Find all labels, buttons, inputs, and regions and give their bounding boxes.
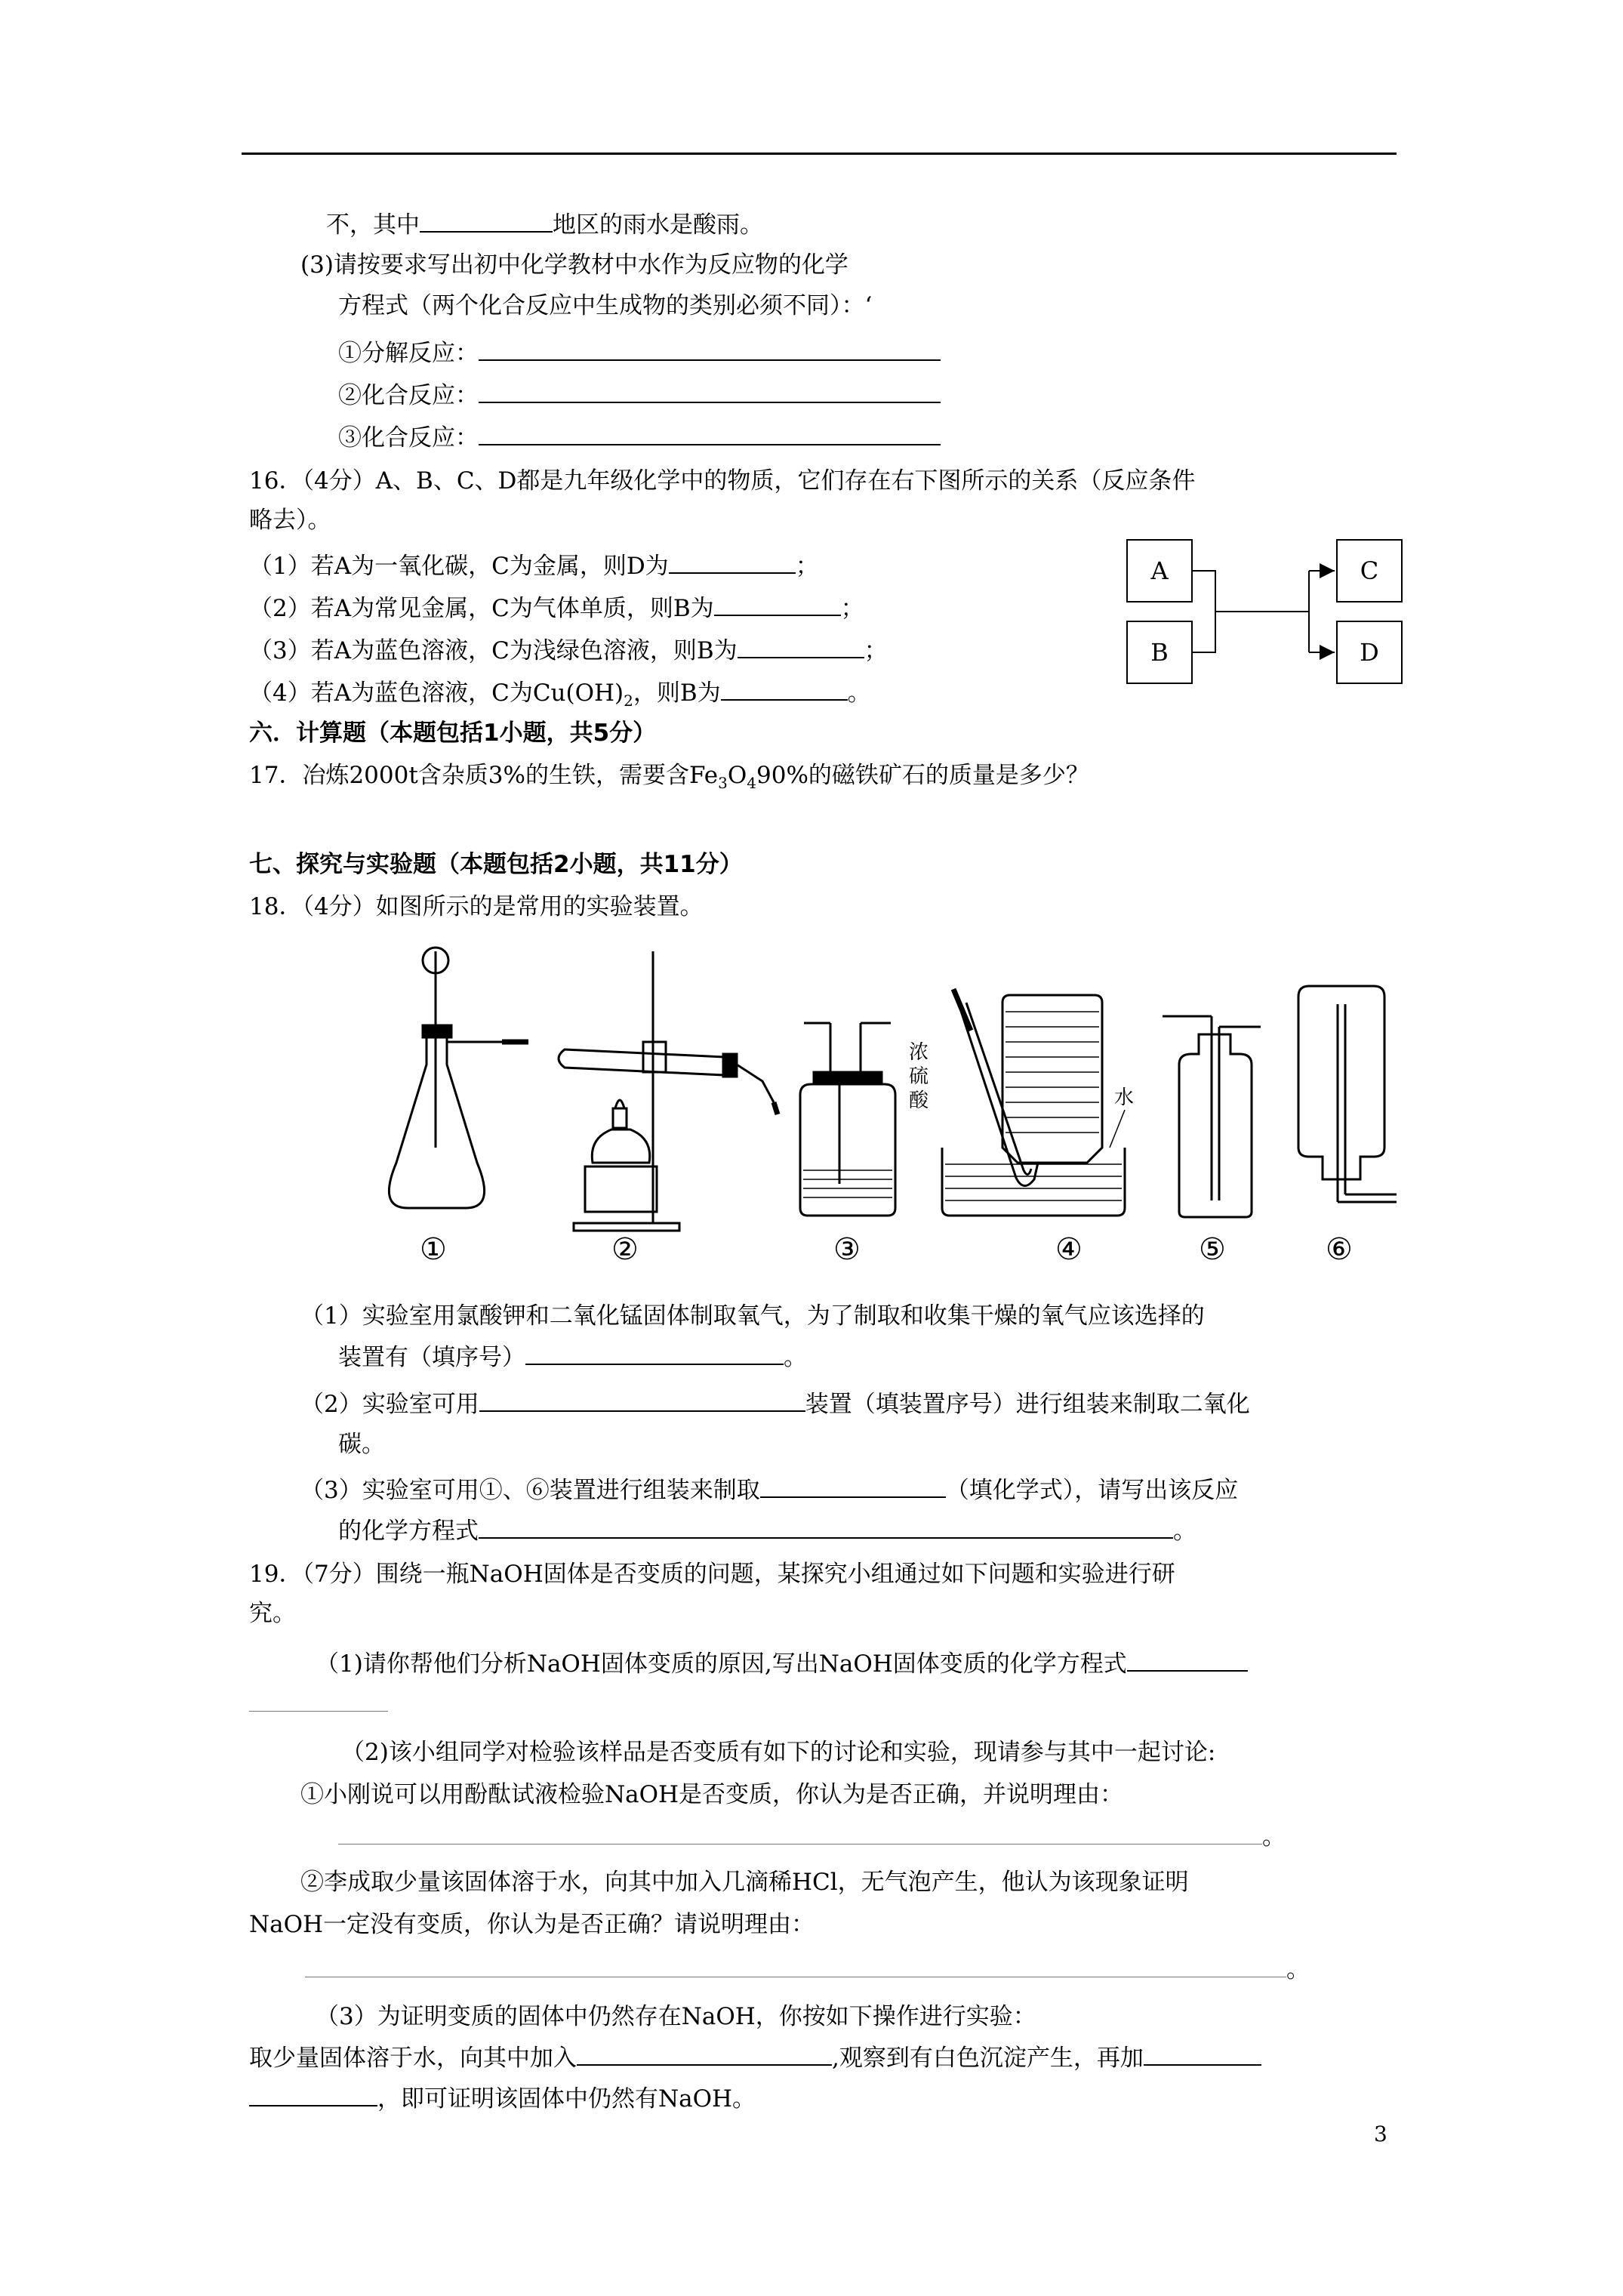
blank-q18-2[interactable] — [479, 1388, 805, 1412]
q15-item1 — [338, 337, 941, 369]
q17-text-b: O — [727, 762, 747, 789]
apparatus-4-trough — [942, 989, 1125, 1216]
blank-q18-1[interactable] — [525, 1341, 784, 1365]
apparatus-label-4: ④ — [1055, 1232, 1083, 1261]
q16-sub3-text: （3）若A为蓝色溶液，C为浅绿色溶液，则B为 — [249, 637, 738, 664]
q16-sub1-text: （1）若A为一氧化碳，C为金属，则D为 — [249, 553, 669, 580]
q17-line — [249, 760, 1089, 799]
apparatus-label-6: ⑥ — [1326, 1232, 1353, 1261]
q19-3-text-c: ，即可证明该固体中仍然有NaOH。 — [377, 2085, 756, 2113]
blank-q18-3-formula[interactable] — [760, 1474, 946, 1498]
page-number: 3 — [1374, 2122, 1387, 2147]
q19-1 — [316, 1647, 1248, 1680]
blank-q19-3c[interactable] — [249, 2082, 377, 2106]
q17-text-c: 90%的磁铁矿石的质量是多少？ — [756, 762, 1089, 789]
q19-1-cont — [249, 1688, 388, 1720]
q19-2-2-end: 。 — [1286, 1956, 1310, 1983]
q19-2-1-end: 。 — [1262, 1823, 1286, 1851]
q16-line1: 16．（4分）A、B、C、D都是九年级化学中的物质，它们存在右下图所示的关系（反应条件 — [249, 467, 1196, 495]
q18-3-line1 — [300, 1474, 1238, 1506]
blank-q19-3b[interactable] — [1144, 2042, 1261, 2066]
label-acid-2: 硫 — [909, 1065, 929, 1088]
apparatus-label-3: ③ — [833, 1232, 861, 1261]
box-b: B — [1126, 621, 1193, 684]
blank-q18-3-equation[interactable] — [479, 1515, 1173, 1539]
q15-part3-line1: (3)请按要求写出初中化学教材中水作为反应物的化学 — [300, 251, 848, 279]
q19-2-2-answer — [305, 1954, 1310, 1986]
apparatus-2-heating — [559, 951, 778, 1231]
q19-2-1: ①小刚说可以用酚酞试液检验NaOH是否变质，你认为是否正确，并说明理由： — [300, 1781, 1124, 1808]
blank-q19-3a[interactable] — [577, 2042, 832, 2066]
blank-q19-2-2[interactable] — [305, 1955, 1286, 1977]
q19-2-1-answer — [338, 1821, 1286, 1853]
q16-sub4-subscript: 2 — [624, 692, 633, 710]
apparatus-1-flask — [389, 948, 528, 1208]
q19-3-text-a: 取少量固体溶于水，向其中加入 — [249, 2045, 577, 2072]
q15-item3 — [338, 421, 941, 454]
q15-text-b: 地区的雨水是酸雨。 — [553, 211, 763, 239]
q15-text-a: 不，其中 — [326, 211, 420, 239]
box-a: A — [1126, 539, 1193, 603]
q18-1-text: 装置有（填序号） — [338, 1344, 525, 1371]
q16-sub4-text: （4）若A为蓝色溶液，C为Cu(OH) — [249, 680, 624, 707]
section6-heading: 六．计算题（本题包括1小题，共5分） — [249, 720, 657, 747]
item3-label: ③化合反应： — [338, 424, 479, 451]
apparatus-label-2: ② — [611, 1232, 639, 1261]
q18-intro: 18．（4分）如图所示的是常用的实验装置。 — [249, 893, 704, 920]
q16-sub3 — [249, 634, 888, 667]
q16-sub3-end: ； — [864, 637, 888, 664]
q18-3-text-b: （填化学式），请写出该反应 — [945, 1477, 1239, 1504]
q19-2-2-line1: ②李成取少量该固体溶于水，向其中加入几滴稀HCl，无气泡产生，他认为该现象证明 — [300, 1869, 1189, 1896]
q19-line2: 究。 — [249, 1600, 296, 1627]
blank-combination-1[interactable] — [479, 379, 941, 403]
q18-3-text: （3）实验室可用①、⑥装置进行组装来制取 — [300, 1477, 760, 1504]
blank-decomposition[interactable] — [479, 337, 941, 361]
q19-3: （3）为证明变质的固体中仍然存在NaOH，你按如下操作进行实验： — [316, 2003, 1036, 2030]
q18-1-line2 — [338, 1341, 807, 1373]
q19-1-text: （1)请你帮他们分析NaOH固体变质的原因,写出NaOH固体变质的化学方程式 — [316, 1650, 1127, 1678]
q19-3-line2 — [249, 2082, 756, 2115]
q16-sub2 — [249, 592, 864, 624]
q19-line1: 19．（7分）围绕一瓶NaOH固体是否变质的问题，某探究小组通过如下问题和实验进行研 — [249, 1561, 1175, 1588]
q17-sub2: 4 — [747, 774, 757, 793]
q18-2-text: （2）实验室可用 — [300, 1391, 479, 1418]
q16-sub4-text-b: ，则B为 — [633, 680, 721, 707]
blank-combination-2[interactable] — [479, 421, 941, 445]
blank-q16-2[interactable] — [714, 592, 841, 616]
blank-q19-1a[interactable] — [1127, 1647, 1248, 1672]
q19-2-2-line2: NaOH一定没有变质，你认为是否正确？请说明理由： — [249, 1911, 815, 1938]
blank-q16-1[interactable] — [669, 550, 796, 574]
blank-q16-4[interactable] — [721, 676, 848, 701]
label-acid-1: 浓 — [909, 1041, 929, 1064]
blank-q19-1b[interactable] — [249, 1690, 388, 1712]
label-water: 水 — [1114, 1086, 1135, 1109]
q19-3-text-b: ,观察到有白色沉淀产生，再加 — [832, 2045, 1144, 2072]
q18-2-line2: 碳。 — [338, 1431, 385, 1458]
box-c: C — [1336, 539, 1403, 603]
q15-item2 — [338, 379, 941, 411]
q18-1-end: 。 — [784, 1344, 807, 1371]
q16-sub2-text: （2）若A为常见金属，C为气体单质，则B为 — [249, 595, 714, 622]
blank-q16-3[interactable] — [738, 634, 864, 658]
q19-2: （2)该小组同学对检验该样品是否变质有如下的讨论和实验，现请参与其中一起讨论: — [341, 1739, 1216, 1766]
q15-line1 — [326, 208, 763, 241]
q18-3-line2 — [338, 1515, 1196, 1547]
q16-sub1-end: ； — [795, 553, 819, 580]
item2-label: ②化合反应： — [338, 382, 479, 409]
header-rule — [242, 153, 1397, 155]
q16-sub2-end: ； — [840, 595, 864, 622]
apparatus-3-wash-bottle — [800, 1023, 895, 1216]
apparatus-label-5: ⑤ — [1199, 1232, 1226, 1261]
q18-3-end: 。 — [1173, 1518, 1196, 1545]
apparatus-figure — [362, 944, 1404, 1261]
q18-2-line1 — [300, 1388, 1250, 1420]
apparatus-label-1: ① — [420, 1232, 447, 1261]
item1-label: ①分解反应： — [338, 340, 479, 367]
diagram-connectors — [1178, 529, 1359, 702]
q18-3-text-c: 的化学方程式 — [338, 1518, 479, 1545]
q19-3-line1 — [249, 2042, 1261, 2074]
q15-part3-line2: 方程式（两个化合反应中生成物的类别必须不同）：‘ — [338, 292, 873, 319]
apparatus-6-inverted-bottle — [1298, 986, 1397, 1202]
box-d: D — [1336, 621, 1403, 684]
q16-sub1 — [249, 550, 819, 582]
q18-2-text-b: 装置（填装置序号）进行组装来制取二氧化 — [805, 1391, 1250, 1418]
section7-heading: 七、探究与实验题（本题包括2小题，共11分） — [249, 851, 743, 878]
q17-sub1: 3 — [718, 774, 728, 793]
q16-sub4-end: 。 — [847, 680, 871, 707]
q16-line2: 略去）。 — [249, 507, 331, 534]
q16-sub4 — [249, 676, 871, 717]
blank-region[interactable] — [420, 208, 553, 233]
apparatus-5-bottle — [1163, 1016, 1261, 1217]
blank-q19-2-1[interactable] — [338, 1823, 1262, 1845]
q18-1-line1: （1）实验室用氯酸钾和二氧化锰固体制取氧气，为了制取和收集干燥的氧气应该选择的 — [300, 1302, 1205, 1330]
label-acid-3: 酸 — [909, 1089, 929, 1112]
q17-text-a: 17．冶炼2000t含杂质3%的生铁，需要含Fe — [249, 762, 719, 789]
